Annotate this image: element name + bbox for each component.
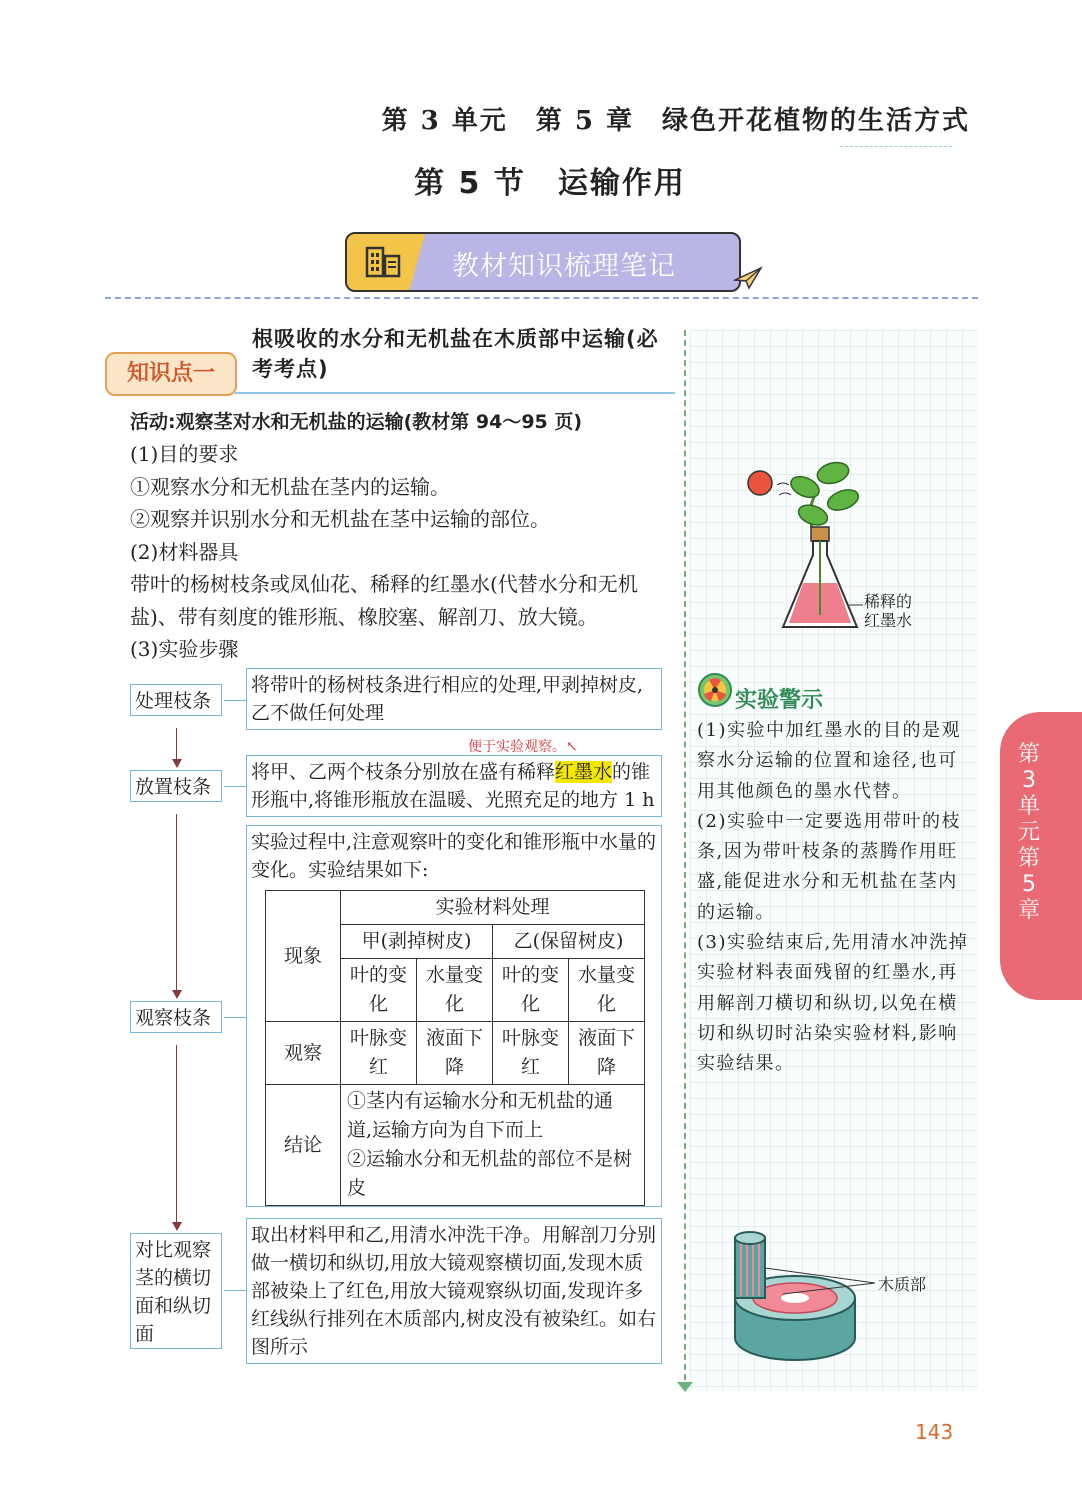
table-row-observe: 观察 <box>266 1022 341 1085</box>
flow-line-1 <box>176 728 177 760</box>
knowledge-point-badge: 知识点一 <box>105 352 237 396</box>
divider-arrow-icon <box>677 1382 693 1392</box>
side-tab-text: 第3单元 第5章 <box>1017 742 1040 923</box>
step-4-label: 对比观察茎的横切面和纵切面 <box>130 1233 222 1349</box>
activity-line-6: (3)实验步骤 <box>130 637 239 661</box>
warning-title: 实验警示 <box>735 688 824 713</box>
step-2-text-pre: 将甲、乙两个枝条分别放在盛有稀释 <box>251 761 556 783</box>
step-4-connector <box>224 1290 246 1291</box>
step-4-box: 取出材料甲和乙,用清水冲洗干净。用解剖刀分别做一横切和纵切,用放大镜观察横切面,发现木质部被染上了红色,用放大镜观察纵切面,发现许多红线纵行排列在木质部内,树皮没有被染红。如右图所示 <box>246 1218 662 1364</box>
step-1-box: 将带叶的杨树枝条进行相应的处理,甲剥掉树皮,乙不做任何处理 <box>246 668 662 730</box>
radiation-warning-icon <box>697 672 733 708</box>
chapter-side-tab <box>1000 712 1082 1000</box>
table-sub-a-leaf: 叶的变化 <box>341 959 417 1022</box>
table-sub-a-water: 水量变化 <box>416 959 492 1022</box>
table-row-conclusion: 结论 <box>266 1085 341 1206</box>
banner-icon-box <box>347 234 425 290</box>
step-2-text-post: 的锥形瓶中,将锥形瓶放在温暖、光照充足的地方 1 h <box>251 761 655 811</box>
table-group-b: 乙(保留树皮) <box>492 925 644 959</box>
flask-plant-illustration <box>745 455 945 635</box>
step-2-highlight: 红墨水 <box>555 761 613 783</box>
table-obs-a-leaf: 叶脉变红 <box>341 1022 417 1085</box>
flow-arrow-3 <box>172 1222 182 1231</box>
warning-list <box>697 716 977 1080</box>
step-1-label: 处理枝条 <box>130 684 222 716</box>
table-obs-a-water: 液面下降 <box>416 1022 492 1085</box>
table-header-phenomenon: 现象 <box>266 891 341 1022</box>
activity-line-1: (1)目的要求 <box>130 442 239 466</box>
step-3-box <box>246 825 662 1207</box>
banner-label: 教材知识梳理笔记 <box>452 251 676 282</box>
table-header-material: 实验材料处理 <box>341 891 645 925</box>
page-number: 143 <box>915 1420 954 1444</box>
paper-plane-icon <box>733 266 763 290</box>
book-building-icon <box>365 244 405 280</box>
flow-arrow-2 <box>172 990 182 999</box>
warning-item-1: (1)实验中加红墨水的目的是观察水分运输的位置和途径,也可用其他颜色的墨水代替。 <box>697 720 961 802</box>
step-2-connector <box>224 786 246 787</box>
activity-line-3: ②观察并识别水分和无机盐在茎中运输的部位。 <box>130 507 550 531</box>
activity-line-4: (2)材料器具 <box>130 540 239 564</box>
conclusion-1: ①茎内有运输水分和无机盐的通道,运输方向为自下而上 <box>347 1090 614 1141</box>
step-1-connector <box>224 700 246 701</box>
step-2-box <box>246 755 662 817</box>
sidebar-divider <box>684 330 686 1390</box>
warning-item-2: (2)实验中一定要选用带叶的枝条,因为带叶枝条的蒸腾作用旺盛,能促进水分和无机盐在茎内的运输。 <box>697 810 961 923</box>
step-2-annotation: 便于实验观察。↖ <box>468 739 578 755</box>
knowledge-banner <box>345 232 741 292</box>
table-sub-b-leaf: 叶的变化 <box>492 959 568 1022</box>
flow-line-2 <box>176 814 177 990</box>
flask-label: 稀释的 红墨水 <box>864 592 913 630</box>
step-3-intro: 实验过程中,注意观察叶的变化和锥形瓶中水量的变化。实验结果如下: <box>251 831 657 881</box>
section-title: 第 5 节 运输作用 <box>414 166 686 201</box>
header-underline <box>840 146 952 147</box>
step-3-label: 观察枝条 <box>130 1001 222 1033</box>
xylem-label: 木质部 <box>878 1275 927 1294</box>
knowledge-point-title: 根吸收的水分和无机盐在木质部中运输(必考考点) <box>252 327 659 381</box>
step-3-connector <box>224 1017 246 1018</box>
result-table <box>265 890 645 1206</box>
table-group-a: 甲(剥掉树皮) <box>341 925 493 959</box>
warning-item-3: (3)实验结束后,先用清水冲洗掉实验材料表面残留的红墨水,再用解剖刀横切和纵切,以免在横切和纵切时沾染实验材料,影响实验结果。 <box>697 932 969 1075</box>
flow-line-3 <box>176 1045 177 1223</box>
chapter-header: 第 3 单元 第 5 章 绿色开花植物的生活方式 <box>381 106 970 136</box>
activity-line-2: ①观察水分和无机盐在茎内的运输。 <box>130 475 450 499</box>
table-obs-b-leaf: 叶脉变红 <box>492 1022 568 1085</box>
table-conclusion <box>341 1085 645 1206</box>
table-sub-b-water: 水量变化 <box>568 959 644 1022</box>
activity-line-5: 带叶的杨树枝条或凤仙花、稀释的红墨水(代替水分和无机盐)、带有刻度的锥形瓶、橡胶塞、解剖刀、放大镜。 <box>130 572 638 629</box>
table-obs-b-water: 液面下降 <box>568 1022 644 1085</box>
knowledge-point-underline <box>235 392 675 394</box>
stem-section-illustration <box>725 1228 875 1368</box>
activity-title: 活动:观察茎对水和无机盐的运输(教材第 94～95 页) <box>130 411 583 433</box>
step-2-label: 放置枝条 <box>130 770 222 802</box>
conclusion-2: ②运输水分和无机盐的部位不是树皮 <box>347 1148 633 1199</box>
flow-arrow-1 <box>172 759 182 768</box>
